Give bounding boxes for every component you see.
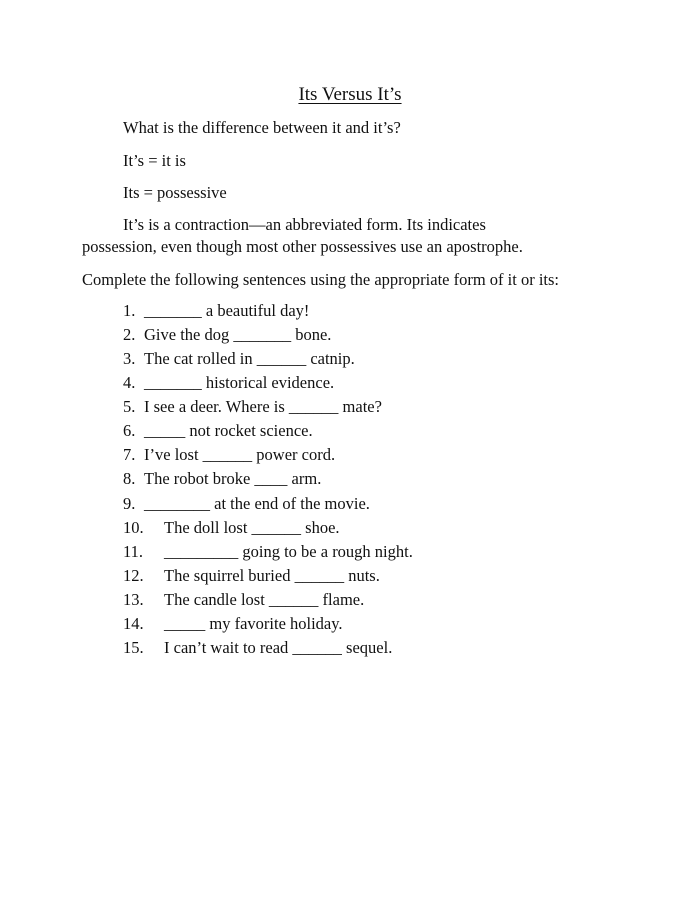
exercise-text: _________ going to be a rough night. <box>164 542 413 561</box>
exercise-number: 15. <box>123 638 144 657</box>
page-title <box>0 84 700 106</box>
exercise-text: _____ not rocket science. <box>144 421 313 440</box>
exercise-text: Give the dog _______ bone. <box>144 325 332 344</box>
exercise-text: The squirrel buried ______ nuts. <box>164 566 380 585</box>
exercise-number: 6. <box>123 421 136 440</box>
exercise-text: _______ a beautiful day! <box>144 301 310 320</box>
explanation-line-1: It’s is a contraction—an abbreviated form. Its indicates <box>123 215 486 234</box>
exercise-number: 13. <box>123 590 144 609</box>
exercise-number: 8. <box>123 469 136 488</box>
exercise-number: 10. <box>123 518 144 537</box>
exercise-text: I’ve lost ______ power cord. <box>144 445 336 464</box>
exercise-number: 7. <box>123 445 136 464</box>
exercise-text: The robot broke ____ arm. <box>144 469 322 488</box>
exercise-number: 1. <box>123 301 136 320</box>
exercise-number: 14. <box>123 614 144 633</box>
title-text: Its Versus It’s <box>298 84 402 105</box>
exercise-number: 5. <box>123 397 136 416</box>
exercise-number: 2. <box>123 325 136 344</box>
exercise-text: ________ at the end of the movie. <box>144 494 370 513</box>
question-text: What is the difference between it and it’s? <box>123 118 401 137</box>
exercise-text: The cat rolled in ______ catnip. <box>144 349 355 368</box>
exercise-number: 4. <box>123 373 136 392</box>
exercise-number: 9. <box>123 494 136 513</box>
instructions-text: Complete the following sentences using the appropriate form of it or its: <box>82 270 560 289</box>
definition-possessive: Its = possessive <box>123 183 227 202</box>
exercise-text: _______ historical evidence. <box>144 373 335 392</box>
exercise-number: 3. <box>123 349 136 368</box>
exercise-text: I see a deer. Where is ______ mate? <box>144 397 382 416</box>
exercise-number: 12. <box>123 566 144 585</box>
exercise-number: 11. <box>123 542 144 561</box>
definition-contraction: It’s = it is <box>123 151 186 170</box>
exercise-text: The doll lost ______ shoe. <box>164 518 340 537</box>
exercise-text: The candle lost ______ flame. <box>164 590 365 609</box>
explanation-line-2: possession, even though most other possessives use an apostrophe. <box>82 237 523 256</box>
exercise-text: I can’t wait to read ______ sequel. <box>164 638 393 657</box>
exercise-text: _____ my favorite holiday. <box>164 614 343 633</box>
